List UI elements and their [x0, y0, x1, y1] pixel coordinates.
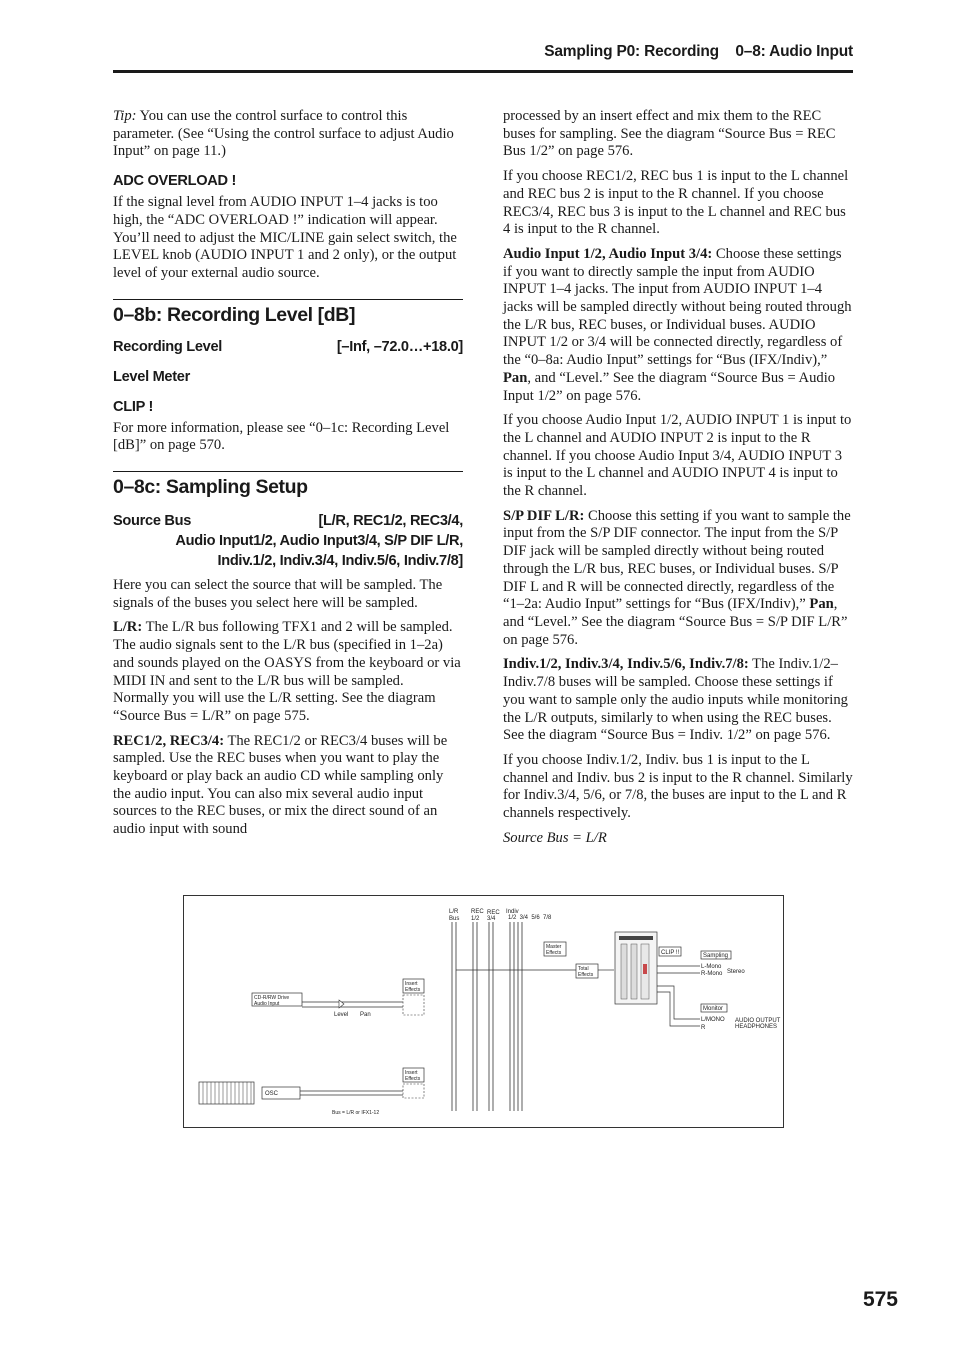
- spdif-term: S/P DIF L/R:: [503, 507, 585, 524]
- spdif-text: Choose this setting if you want to sample the input from the S/P DIF connector. The input from the S/P DIF jack will be sampled directly without being routed through the L/R bus, REC buses, or Individual buses. S/P DIF L and R will be connected directly, regardless of the “1–2a: Audio Input” settings for “Bus (IFX/Indiv),”: [503, 507, 851, 613]
- indiv-choose-paragraph: If you choose Indiv.1/2, Indiv. bus 1 is input to the L channel and Indiv. bus 2 is input to the R channel. Similarly for Indiv.3/4, 5/6, or 7/8, the buses are input to the L and R channels respectively.: [503, 751, 853, 822]
- caption-text: Source Bus = L/R: [503, 829, 607, 846]
- adc-overload-heading: ADC OVERLOAD !: [113, 173, 237, 190]
- pan-label: Pan: [360, 1012, 371, 1018]
- source-bus-options-2: Audio Input1/2, Audio Input3/4, S/P DIF L/R,: [175, 533, 463, 550]
- insert-effects-top-label-2: Effects: [405, 987, 421, 993]
- rec34-label-1: REC: [487, 910, 500, 916]
- rec-choose-paragraph: If you choose REC1/2, REC bus 1 is input to the L channel and REC bus 2 is input to the R channel. If you choose REC3/4, REC bus 3 is input to the L channel and REC bus 4 is input to the R channel.: [503, 168, 849, 238]
- master-effects-label-1: Master: [546, 944, 562, 950]
- insert-effects-top-label-1: Insert: [405, 981, 418, 987]
- source-bus-diagram: [183, 895, 784, 1128]
- recording-level-param: [113, 339, 463, 355]
- source-bus-label: Source Bus: [113, 513, 192, 530]
- rec12-label-1: REC: [471, 909, 484, 915]
- lr-term: L/R:: [113, 619, 143, 636]
- meter-left-bar: [621, 944, 627, 999]
- audio-output-label-1: AUDIO OUTPUT: [735, 1018, 781, 1024]
- recording-level-label: Recording Level: [113, 338, 223, 355]
- master-effects-label-2: Effects: [546, 950, 562, 956]
- tip-paragraph: [113, 108, 463, 161]
- rec34-label-2: 3/4: [487, 916, 496, 922]
- level-meter-heading: Level Meter: [113, 368, 191, 385]
- cd-input-label-2: Audio Input: [254, 1001, 280, 1007]
- audio-input-text: Choose these settings if you want to directly sample the input from AUDIO INPUT 1–4 jacks. The input from AUDIO INPUT 1–4 jacks will be sampled directly without being routed through the L/R bus, REC buses, or Individual buses. AUDIO INPUT 1/2 or 3/4 will be connected directly, regardless of the “0–8a: Audio Input” settings for “Bus (IFX/Indiv),”: [503, 245, 852, 369]
- pan-term: Pan: [809, 596, 834, 613]
- page-number: 575: [862, 1288, 898, 1311]
- indiv-text: The Indiv.1/2–Indiv.7/8 buses will be sampled. Choose these settings if you want to sample only the audio inputs while monitoring the L/R outputs, similarly to when using the REC buses. See the diagram “Source Bus = Indiv. 1/2” on page 576.: [503, 656, 848, 744]
- lr-bus-label-2: Bus: [449, 916, 460, 922]
- lr-bus-label-1: L/R: [449, 909, 459, 915]
- r-label: R: [701, 1025, 706, 1031]
- sampling-label: Sampling: [703, 953, 729, 959]
- rec12-label-2: 1/2: [471, 916, 480, 922]
- clip-label: CLIP !!: [661, 950, 680, 956]
- header-title: Sampling P0: Recording 0–8: Audio Input: [544, 43, 853, 60]
- spdif-paragraph: [503, 508, 853, 650]
- rec-text: The REC1/2 or REC3/4 buses will be sampled. Use the REC buses when you want to play the keyboard or play back an audio CD while sampling only the audio input. You can also mix several audio input sources to the REC buses, or mix the direct sound of an audio input with sound: [113, 732, 448, 838]
- indiv-label-2: 1/2 3/4 5/6 7/8: [508, 915, 552, 921]
- insert-effects-bottom-label-1: Insert: [405, 1070, 418, 1076]
- section-8b-title: 0–8b: Recording Level [dB]: [113, 303, 356, 326]
- recording-level-range: [–Inf, –72.0…+18.0]: [336, 338, 463, 355]
- bus-note: Bus = L/R or IFX1-12: [332, 1110, 380, 1116]
- diagram-caption: [503, 830, 853, 848]
- audio-input-term: Audio Input 1/2, Audio Input 3/4:: [503, 245, 713, 262]
- insert-effects-bottom-label-2: Effects: [405, 1076, 421, 1082]
- l-mono2-label: L/MONO: [701, 1017, 725, 1023]
- indiv-paragraph: [503, 656, 853, 745]
- lr-text: The L/R bus following TFX1 and 2 will be sampled. The audio signals sent to the L/R bus (specified in 1–2a) and sounds played on the OASYS from the keyboard or via MIDI IN and sent to the L/R bus will be sampled. Normally you will use the L/R setting. See the diagram “Source Bus = L/R” on page 575.: [113, 619, 461, 724]
- l-mono-label: L-Mono: [701, 964, 722, 970]
- meter-right-bar: [631, 944, 637, 999]
- r-mono-label: R-Mono: [701, 971, 723, 977]
- level-label: Level: [334, 1012, 349, 1018]
- total-effects-label-2: Effects: [578, 972, 594, 978]
- clip-text: For more information, please see “0–1c: Recording Level [dB]” on page 570.: [113, 419, 450, 454]
- page-header: [113, 40, 853, 73]
- signal-flow-diagram: [184, 896, 783, 1127]
- spdif-text-b: , and “Level.” See the diagram “Source Bus = S/P DIF L/R” on page 576.: [503, 596, 848, 648]
- lr-paragraph: [113, 619, 463, 725]
- rec-term: REC1/2, REC3/4:: [113, 732, 225, 749]
- audio-input-text-b: , and “Level.” See the diagram “Source Bus = Audio Input 1/2” on page 576.: [503, 369, 836, 404]
- rec-continued: processed by an insert effect and mix them to the REC buses for sampling. See the diagram “Source Bus = REC Bus 1/2” on page 576.: [503, 108, 836, 160]
- audio-input-paragraph: [503, 246, 853, 405]
- source-bus-intro: Here you can select the source that will be sampled. The signals of the buses you select here will be sampled.: [113, 577, 443, 611]
- audio-input-choose-paragraph: If you choose Audio Input 1/2, AUDIO INPUT 1 is input to the L channel and AUDIO INPUT 2 is input to the R channel. If you choose Audio Input 3/4, AUDIO INPUT 3 is input to the L channel and AUDIO INPUT 4 is input to the R channel.: [503, 412, 852, 500]
- source-bus-options-1: [L/R, REC1/2, REC3/4,: [318, 513, 463, 530]
- rec-paragraph: [113, 733, 463, 839]
- total-effects-label-1: Total: [578, 966, 589, 972]
- left-column: [113, 108, 463, 846]
- bus-lines: [452, 922, 522, 1111]
- clip-heading: CLIP !: [113, 398, 154, 415]
- audio-output-label-2: HEADPHONES: [735, 1024, 778, 1030]
- adc-overload-text: If the signal level from AUDIO INPUT 1–4 jacks is too high, the “ADC OVERLOAD !” indication will appear. You’ll need to adjust the MIC/LINE gain select switch, the LEVEL knob (AUDIO INPUT 1 and 2 only), or the output level of your external audio source.: [113, 194, 457, 281]
- cd-input-label-1: CD-R/RW Drive: [254, 995, 290, 1001]
- indiv-term: Indiv.1/2, Indiv.3/4, Indiv.5/6, Indiv.7/8:: [503, 656, 749, 673]
- monitor-label: Monitor: [703, 1006, 724, 1012]
- tip-text: You can use the control surface to control this parameter. (See “Using the control surface to adjust Audio Input” on page 11.): [113, 108, 454, 160]
- source-bus-param: [113, 511, 463, 571]
- right-column: [503, 108, 853, 854]
- tip-label: Tip:: [113, 108, 137, 124]
- stereo-label: Stereo: [727, 969, 745, 975]
- pan-term: Pan: [503, 369, 528, 386]
- indiv-label-1: Indiv: [506, 909, 519, 915]
- source-bus-options-3: Indiv.1/2, Indiv.3/4, Indiv.5/6, Indiv.7/8]: [217, 553, 463, 570]
- osc-label: OSC: [265, 1091, 279, 1097]
- section-8c-title: 0–8c: Sampling Setup: [113, 476, 308, 499]
